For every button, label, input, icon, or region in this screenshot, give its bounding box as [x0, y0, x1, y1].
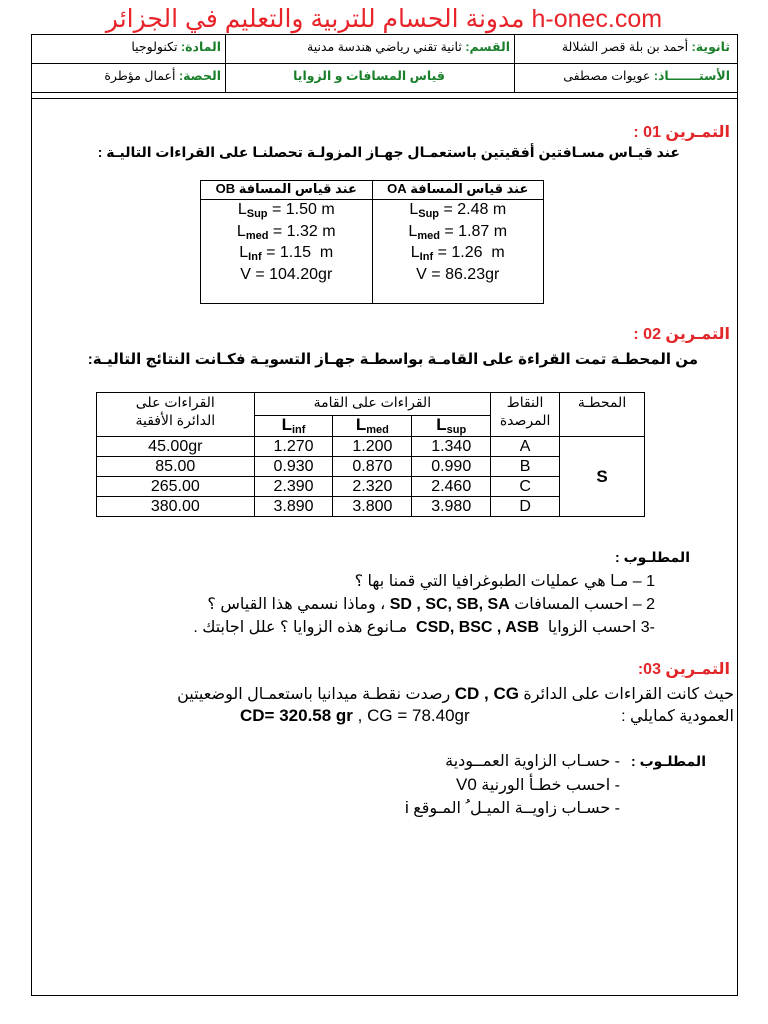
ex2-point-d: D — [491, 497, 560, 517]
ex2-lsup-d: 3.980 — [412, 497, 491, 517]
ex2-lmed-d: 3.800 — [333, 497, 412, 517]
ex2-header-points-line2: المرصدة — [499, 412, 551, 428]
ex2-header-lsup: $L_{sup}$ — [412, 416, 491, 437]
ex3-cd-value: CD= 320.58 gr — [240, 706, 353, 725]
subject-value: تكنولوجيا — [131, 40, 178, 54]
ex1-header-oa: عند قياس المسافة OA — [372, 181, 544, 200]
ex3-cg-value: , CG = 78.40gr — [357, 706, 470, 725]
ex2-q2-suffix: ، وماذا نسمي هذا القياس ؟ — [207, 596, 386, 613]
ex2-header-circle-line1: القراءات على — [135, 394, 215, 410]
header-row-divider — [32, 63, 737, 64]
school-label: ثانوية: — [691, 40, 730, 54]
ex2-linf-c: 2.390 — [254, 477, 333, 497]
ex2-circle-c: 265.00 — [97, 477, 255, 497]
ex2-prompt: من المحطـة تمت القراءة على القامـة بواسطـة جهـاز التسويـة فكـانت النتائج التاليـة: — [87, 351, 698, 368]
subject-label: المادة: — [180, 40, 221, 54]
header-bottom-border — [32, 92, 737, 93]
ex3-line2-values — [240, 706, 540, 726]
header-double-border — [32, 98, 737, 99]
ex2-point-b: B — [491, 457, 560, 477]
teacher-value: عويوات مصطفى — [563, 69, 651, 83]
ex2-required-label: المطلـوب : — [615, 549, 690, 565]
ex3-r2-text: - احسب خطـأ الورنية — [481, 777, 620, 794]
section-label: القسم: — [465, 40, 510, 54]
ex3-line2-text: العمودية كمايلي : — [621, 708, 734, 725]
school-value: أحمد بن بلة قصر الشلالة — [561, 40, 689, 54]
ex1-oa-linf: $L_{Inf} = 1.26$ m — [410, 244, 505, 263]
ex1-prompt: عند قيـاس مسـافتين أفقيتين باستعمـال جهـاز المزولـة تحصلنـا على القراءات التاليـة : — [97, 144, 680, 160]
ex1-oa-lmed: $L_{med} = 1.87$ m — [408, 222, 508, 242]
ex2-header-station: المحطـة — [560, 393, 645, 437]
ex1-col-oa — [372, 200, 544, 304]
ex2-header-linf: $L_{inf}$ — [254, 416, 333, 437]
ex1-title: التمـرين 01 : — [633, 124, 730, 141]
ex2-lmed-c: 2.320 — [333, 477, 412, 497]
ex2-header-circle-line2: الدائرة الأفقية — [135, 412, 216, 428]
ex2-circle-d: 380.00 — [97, 497, 255, 517]
ex2-header-points-line1: النقاط — [506, 394, 544, 410]
ex2-readings-table — [96, 392, 645, 517]
ex2-question-1: 1 – مـا هي عمليات الطبوغرافيا التي قمنا بها ؟ — [354, 573, 655, 590]
ex2-point-a: A — [491, 437, 560, 457]
table-row — [97, 437, 645, 457]
ex2-question-2 — [150, 594, 655, 614]
header-col-divider-left — [225, 35, 226, 92]
ex2-header-lmed: $L_{med}$ — [333, 416, 412, 437]
blog-banner: مدونة الحسام للتربية والتعليم في الجزائر h-onec.com — [105, 5, 663, 33]
header-school — [516, 39, 730, 54]
ex2-header-staff: القراءات على القامة — [254, 393, 491, 416]
ex3-r3-symbol: i — [404, 798, 409, 817]
ex2-header-circle — [97, 393, 255, 437]
ex3-line1-readings: CD , CG — [454, 684, 519, 703]
ex2-lmed-b: 0.870 — [333, 457, 412, 477]
ex2-circle-a: 45.00gr — [97, 437, 255, 457]
header-teacher — [516, 68, 730, 83]
ex3-r2-symbol: V0 — [456, 775, 477, 794]
ex2-header-points — [491, 393, 560, 437]
ex2-title: التمـرين 02 : — [633, 326, 730, 343]
ex3-line1-suffix: رصدت نقطـة ميدانيا باستعمـال الوضعيتين — [177, 686, 451, 703]
section-value: ثانية تقني رياضي هندسة مدنية — [307, 40, 462, 54]
ex2-linf-b: 0.930 — [254, 457, 333, 477]
ex2-question-3 — [60, 617, 655, 637]
ex2-linf-a: 1.270 — [254, 437, 333, 457]
ex3-required-label: المطلـوب : — [631, 753, 706, 769]
ex1-ob-v: V = 104.20gr — [240, 265, 333, 283]
header-lesson — [228, 68, 510, 83]
header-subject — [35, 39, 221, 54]
ex1-header-ob: عند قياس المسافة OB — [201, 181, 373, 200]
ex3-line-1 — [40, 684, 734, 704]
ex2-lsup-c: 2.460 — [412, 477, 491, 497]
ex3-title: التمـرين 03: — [637, 661, 730, 678]
ex1-ob-lmed: $L_{med} = 1.32$ m — [236, 222, 336, 242]
ex2-station-s: S — [560, 437, 645, 517]
lesson-title: قياس المسافات و الزوايا — [293, 69, 445, 83]
ex2-q2-text: 2 – احسب المسافات — [514, 596, 655, 613]
header-col-divider-right — [514, 35, 515, 92]
header-section — [228, 39, 510, 54]
ex3-r3-text: - حسـاب زاويــة الميـل ُ المـوقع — [413, 800, 620, 817]
ex2-lsup-a: 1.340 — [412, 437, 491, 457]
ex2-point-c: C — [491, 477, 560, 497]
teacher-label: الأستـــــــاذ: — [653, 69, 730, 83]
ex3-required-2 — [380, 775, 620, 795]
ex1-col-ob — [201, 200, 373, 304]
ex3-required-3 — [340, 798, 620, 818]
ex2-linf-d: 3.890 — [254, 497, 333, 517]
ex1-readings-table — [200, 180, 544, 304]
ex2-lsup-b: 0.990 — [412, 457, 491, 477]
ex3-line1-text: حيث كانت القراءات على الدائرة — [523, 686, 734, 703]
ex1-oa-lsup: $L_{Sup} = 2.48$ m — [409, 201, 507, 220]
ex3-required-1: - حسـاب الزاوية العمــودية — [445, 753, 620, 770]
ex2-q3-text: -3 احسب الزوايا — [547, 619, 655, 636]
session-label: الحصة: — [178, 69, 221, 83]
session-value: أعمال مؤطرة — [104, 69, 176, 83]
header-session — [35, 68, 221, 83]
ex1-oa-v: V = 86.23gr — [416, 265, 500, 283]
ex1-ob-lsup: $L_{Sup} = 1.50$ m — [237, 201, 335, 220]
ex1-ob-linf: $L_{Inf} = 1.15$ m — [239, 244, 334, 263]
ex2-q3-suffix: مـانوع هذه الزوايا ؟ علل اجابتك . — [193, 619, 408, 636]
ex2-lmed-a: 1.200 — [333, 437, 412, 457]
ex2-circle-b: 85.00 — [97, 457, 255, 477]
ex2-q3-angles: CSD, BSC , ASB — [416, 619, 540, 636]
ex2-q2-distances: SD , SC, SB, SA — [389, 596, 510, 613]
